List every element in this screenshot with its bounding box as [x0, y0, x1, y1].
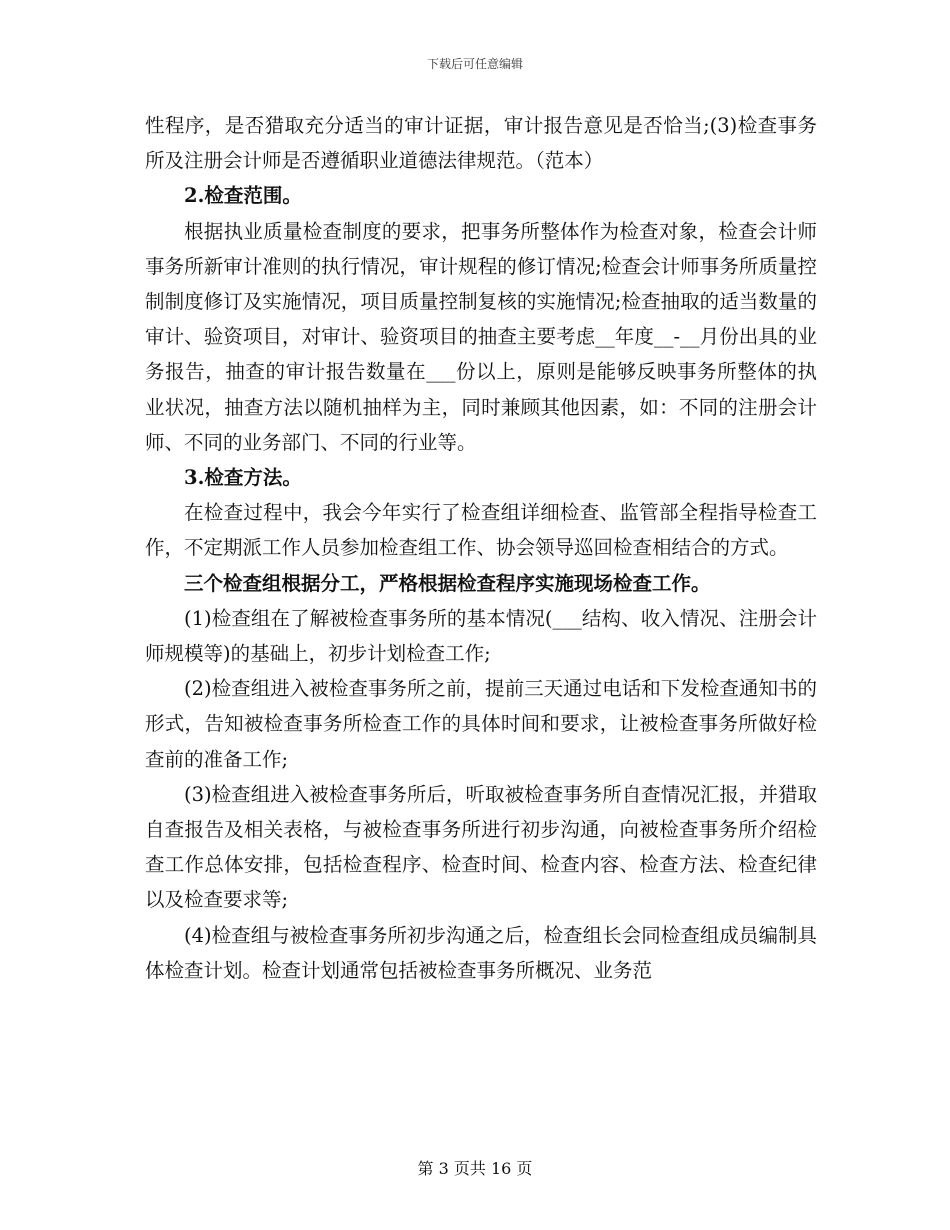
paragraph-1: 性程序，是否猎取充分适当的审计证据，审计报告意见是否恰当;(3)检查事务所及注册会计师是否遵循职业道德法律规范。（范本） [145, 114, 817, 173]
bold-statement: 三个检查组根据分工，严格根据检查程序实施现场检查工作。 [184, 571, 711, 595]
page-footer: 第 3 页共 16 页 [417, 1159, 533, 1178]
section-heading-method: 3.检查方法。 [184, 466, 302, 490]
section-heading-scope: 2.检查范围。 [184, 184, 302, 208]
list-item-2: (2)检查组进入被检查事务所之前，提前三天通过电话和下发检查通知书的形式，告知被检查事务所检查工作的具体时间和要求，让被检查事务所做好检查前的准备工作; [145, 677, 817, 771]
list-item-1: (1)检查组在了解被检查事务所的基本情况(___结构、收入情况、注册会计师规模等)的基础上，初步计划检查工作; [145, 606, 817, 666]
paragraph-scope: 根据执业质量检查制度的要求，把事务所整体作为检查对象，检查会计师事务所新审计准则的执行情况，审计规程的修订情况;检查会计师事务所质量控制制度修订及实施情况，项目质量控制复核的实施情况;检查抽取的适当数量的审计、验资项目，对审计、验资项目的抽查主要考虑__年度__-__月份出具的业务报告，抽查的审计报告数量在___份以上，原则是能够反映事务所整体的执业状况，抽查方法以随机抽样为主，同时兼顾其他因素，如：不同的注册会计师、不同的业务部门、不同的行业等。 [145, 219, 817, 454]
list-item-3: (3)检查组进入被检查事务所后，听取被检查事务所自查情况汇报，并猎取自查报告及相关表格，与被检查事务所进行初步沟通，向被检查事务所介绍检查工作总体安排，包括检查程序、检查时间、检查内容、检查方法、检查纪律以及检查要求等; [145, 782, 817, 912]
page-header: 下载后可任意编辑 [426, 57, 523, 71]
list-item-4: (4)检查组与被检查事务所初步沟通之后，检查组长会同检查组成员编制具体检查计划。检查计划通常包括被检查事务所概况、业务范 [145, 923, 817, 982]
document-body [145, 108, 817, 988]
paragraph-method: 在检查过程中，我会今年实行了检查组详细检查、监管部全程指导检查工作，不定期派工作人员参加检查组工作、协会领导巡回检查相结合的方式。 [145, 501, 817, 560]
